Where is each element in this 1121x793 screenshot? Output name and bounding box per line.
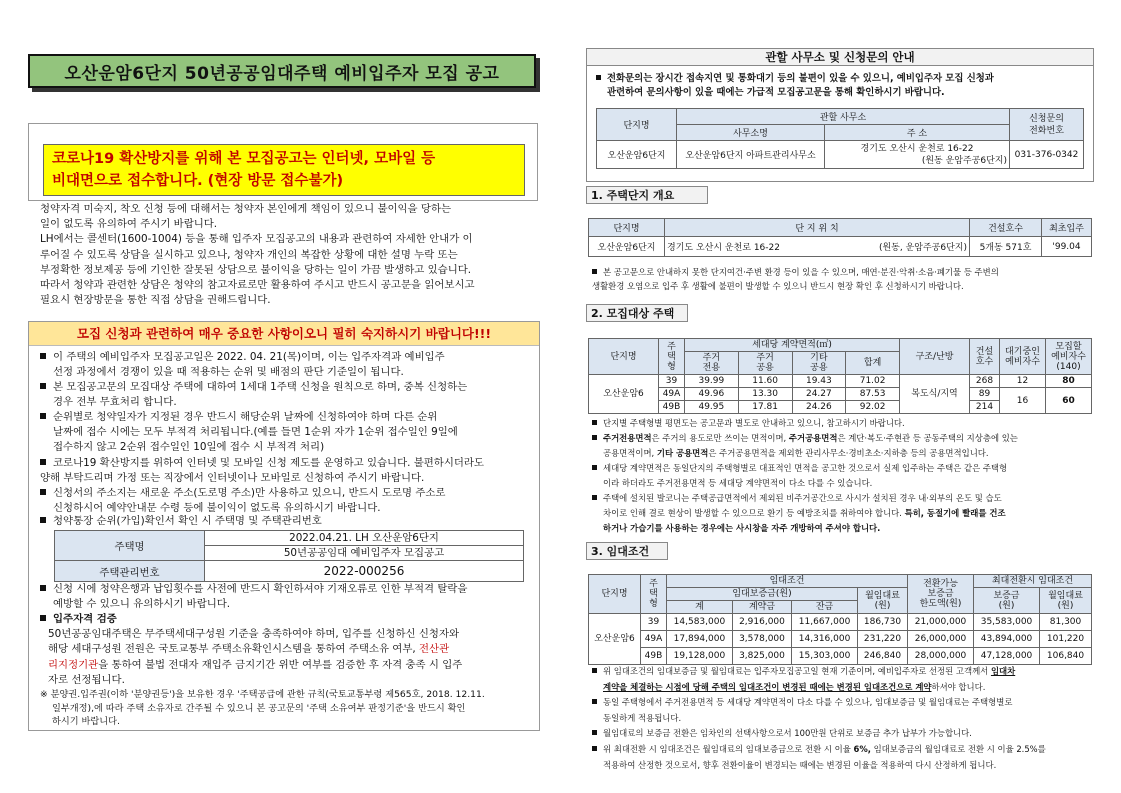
house-name-value: 2022.04.21. LH 오산운암6단지 [205, 531, 524, 546]
house-name-label: 주택명 [55, 531, 205, 561]
bullet-eligibility: 입주자격 검증 50년공공임대주택은 무주택세대구성원 기준을 충족하여야 하며, 입주를 신청하신 신청자와 해당 세대구성원 전원은 국토교통부 주택소유확인시스템을 통하여 주택소유 여부, 전산관 리지정기관을 통하여 불법 전대자 재입주 금지기간 위반 여부를 검증한 후 자격 충족 시 입주 자로 선정됩니다. [40, 612, 536, 688]
sec1-complex: 오산운암6단지 [589, 237, 665, 257]
sec2-th-private: 주거 전용 [685, 352, 739, 375]
office-phone-note: 전화문의는 장시간 접속지연 및 통화대기 등의 불편이 있을 수 있으니, 예비입주자 모집 신청과 관련하여 문의사항이 있을 때에는 가급적 모집공고문을 통해 확인하시기 바랍니다. [596, 72, 1088, 101]
sec1-th-location: 단 지 위 치 [665, 219, 970, 237]
sec3-th-max-dep: 보증금 (원) [974, 588, 1040, 614]
bullet-notice-date: 이 주택의 예비입주자 모집공고일은 2022. 04. 21(목)이며, 이는 입주자격과 예비입주 선정 과정에서 경쟁이 있을 때 적용하는 순위 및 배점의 판단 기준일이 됩니다. [40, 350, 536, 380]
bullet-bankbook: 청약통장 순위(가입)확인서 확인 시 주택명 및 주택관리번호 [40, 514, 536, 529]
sec2-th-waiting: 대기중인 예비자수 [1000, 339, 1046, 375]
section-2-title: 2. 모집대상 주택 [586, 304, 688, 322]
bullet-square-icon [592, 435, 597, 440]
bullet-square-icon [592, 668, 597, 673]
mgmt-number-value: 2022-000256 [205, 561, 524, 582]
sec2-th-other: 기타 공용 [792, 352, 846, 375]
office-th-office-name: 사무소명 [677, 125, 825, 141]
sec2-notes: 단지별 주택형별 평면도는 공고문과 별도로 안내하고 있으니, 참고하시기 바랍니다. 주거전용면적은 주거의 용도로만 쓰이는 면적이며, 주거공용면적은 계단·복도·주현관 등 공동주택의 지상층에 있는 공용면적이며, 기타 공용면적은 주거공용면적을 제외한 관리사무소·경비초소·지하층 등의 공용면적입니다. 세대당 계약면적은 동일단지의 주택형별로 대표적인 면적을 공고한 것으로서 실제 입주하는 주택은 같은 주택형 이라 하더라도 주거전용면적 등 세대당 계약면적이 다소 다를 수 있습니다. 주택에 설치된 발코니는 주택공급면적에서 제외된 비주거공간으로 사시가 설치된 경우 내·외부의 온도 및 습도 차이로 인해 결로 현상이 발생할 수 있으므로 환기 등 예방조치를 취하여야 합니다. 특히, 동절기에 빨래를 건조 하거나 가습기를 사용하는 경우에는 사시창을 자주 개방하여 주셔야 합니다. [592, 416, 1092, 536]
bullet-square-icon [592, 730, 597, 735]
sec3-th-deposit: 임대보증금(원) [667, 588, 858, 601]
sec1-note: 본 공고문으로 안내하지 못한 단지여건·주변 환경 등이 있을 수 있으며, 매연·분진·악취·소음·폐기물 등 주변의 생활환경 오염으로 입주 후 생활에 불편이 발생할 수 있으니 반드시 현장 확인 후 신청하시기 바랍니다. [592, 267, 999, 291]
office-th-complex: 단지명 [597, 109, 677, 141]
rent-condition-table [588, 574, 1092, 665]
office-th-office: 관할 사무소 [677, 109, 1010, 125]
office-th-address: 주 소 [825, 125, 1010, 141]
page-title: 오산운암6단지 50년공공임대주택 예비입주자 모집 공고 [28, 54, 536, 88]
complex-overview-table [588, 218, 1092, 257]
intro-line: 부정확한 정보제공 등에 기인한 잘못된 상담으로 불이익을 당하는 일이 가끔 발생하고 있습니다. [40, 263, 472, 276]
bullet-covid-online: 코로나19 확산방지를 위하여 인터넷 및 모바일 신청 제도를 운영하고 있습니다. 불편하시더라도 양해 부탁드리며 가정 또는 직장에서 인터넷이나 모바일로 신청하여 주시기 바랍니다. [40, 457, 484, 485]
sec3-th-contract: 계약금 [732, 601, 791, 614]
bullet-square-icon [40, 353, 46, 359]
sec2-th-complex: 단지명 [589, 339, 659, 375]
bullet-square-icon [40, 413, 46, 419]
bullet-square-icon [592, 465, 597, 470]
sec1-th-complex: 단지명 [589, 219, 665, 237]
office-th-phone: 신청문의 전화번호 [1010, 109, 1084, 141]
sec3-th-cond: 임대조건 [667, 575, 908, 588]
sec1-th-first: 최초입주 [1042, 219, 1092, 237]
important-header: 모집 신청과 관련하여 매우 중요한 사항이오니 필히 숙지하시기 바랍니다!!! [29, 322, 539, 346]
table-row: 오산운암6 39 39.99 11.60 19.43 71.02 복도식/지역 268 12 80 [589, 375, 1092, 388]
bullet-square-icon [592, 495, 597, 500]
bullet-square-icon [592, 699, 597, 704]
section-1-title: 1. 주택단지 개요 [586, 186, 708, 204]
sec3-th-convert: 전환가능 보증금 한도액(원) [908, 575, 974, 614]
office-phone: 031-376-0342 [1010, 141, 1084, 169]
sec2-th-recruit: 모집할 예비자수 (140) [1046, 339, 1092, 375]
house-info-table [54, 530, 524, 582]
bullet-one-house: 본 모집공고문의 모집대상 주택에 대하여 1세대 1주택 신청을 원칙으로 하며, 중복 신청하는 경우 전부 무효처리 합니다. [40, 380, 536, 410]
office-name: 오산운암6단지 아파트관리사무소 [677, 141, 825, 169]
sec2-th-total: 합계 [846, 352, 900, 375]
ownership-note: ※ 분양권.입주권(이하 '분양권등')을 보유한 경우 '주택공급에 관한 규칙(국토교통부령 제565호, 2018. 12.11. 일부개정),에 따라 주택 소유자로 간주될 수 있으니 본 공고문의 '주택 소유여부 판정기준'을 반드시 확인 하시기 바랍니다. [40, 689, 485, 727]
bullet-square-icon [40, 615, 46, 621]
office-header: 관할 사무소 및 신청문의 안내 [586, 48, 1094, 66]
sec3-th-balance: 잔금 [792, 601, 858, 614]
sec2-th-built: 건설 호수 [970, 339, 1000, 375]
table-row: 49A 49.96 13.30 24.27 87.53 89 16 60 [589, 388, 1092, 401]
intro-line: 일이 없도록 유의하여 주시기 바랍니다. [40, 218, 218, 231]
intro-paragraph [40, 202, 536, 308]
sec3-th-sum: 계 [667, 601, 733, 614]
bullet-square-icon [40, 585, 46, 591]
sec3-th-max: 최대전환시 임대조건 [974, 575, 1092, 588]
bullet-square-icon [592, 746, 597, 751]
sec2-th-area: 세대당 계약면적(㎡) [685, 339, 900, 352]
sec3-th-type: 주 택 형 [641, 575, 667, 614]
intro-line: 루어질 수 있도록 상담을 실시하고 있으나, 청약자 개인의 복잡한 상황에 대한 설명 누락 또는 [40, 248, 458, 261]
sec3-th-max-mon: 월임대료 (원) [1040, 588, 1092, 614]
intro-line: LH에서는 콜센터(1600-1004) 등을 통해 입주자 모집공고의 내용과 관련하여 자세한 안내가 이 [40, 233, 473, 246]
intro-line: 필요시 현장방문을 통한 직접 상담을 권해드립니다. [40, 294, 271, 307]
table-row: 49B 19,128,000 3,825,000 15,303,000 246,840 28,000,000 47,128,000 106,840 [589, 648, 1092, 665]
bullet-square-icon [592, 420, 597, 425]
office-table [596, 108, 1084, 169]
bullet-square-icon [40, 459, 46, 465]
bullet-square-icon [596, 75, 601, 80]
sec1-first: '99.04 [1042, 237, 1092, 257]
section-3-title: 3. 임대조건 [586, 542, 668, 560]
table-row: 오산운암6 39 14,583,000 2,916,000 11,667,000 186,730 21,000,000 35,583,000 81,300 [589, 614, 1092, 631]
covid-line-1: 코로나19 확산방지를 위해 본 모집공고는 인터넷, 모바일 등 [52, 151, 436, 167]
mgmt-number-label: 주택관리번호 [55, 561, 205, 582]
sec3-complex: 오산운암6 [589, 614, 641, 665]
sec2-th-type: 주 택 형 [659, 339, 685, 375]
bullet-address: 신청서의 주소지는 새로운 주소(도로명 주소)만 사용하고 있으니, 반드시 도로명 주소로 신청하시어 예약안내문 수령 등에 불이익이 없도록 유의하시기 바랍니다. [40, 486, 536, 516]
bullet-bank-check: 신청 시에 청약은행과 납입횟수를 사전에 반드시 확인하셔야 기재오류로 인한 부적격 탈락을 예방할 수 있으니 유의하시기 바랍니다. [40, 582, 536, 612]
bullet-square-icon [40, 489, 46, 495]
intro-line: 청약자격 미숙지, 착오 신청 등에 대해서는 청약자 본인에게 책임이 있으니 불이익을 당하는 [40, 203, 452, 215]
sec1-units: 5개동 571호 [970, 237, 1042, 257]
covid-highlight [43, 144, 525, 196]
sec3-th-monthly: 월임대료 (원) [858, 588, 908, 614]
office-address: 경기도 오산시 운천로 16-22 (원동 운암주공6단지) [825, 141, 1010, 169]
sec2-struct: 복도식/지역 [900, 375, 970, 414]
sec2-th-common: 주거 공용 [738, 352, 792, 375]
recruit-house-table [588, 338, 1092, 414]
covid-notice [28, 123, 538, 201]
sec3-notes: 위 임대조건의 임대보증금 및 월임대료는 입주자모집공고일 현재 기준이며, 예비입주자로 선정된 고객께서 임대차 계약을 체결하는 시점에 당해 주택의 임대조건이 변경된 때에는 변경된 임대조건으로 계약하셔야 합니다. 동일 주택형에서 주거전용면적 등 세대당 계약면적이 다소 다를 수 있으나, 임대보증금 및 월임대료는 주택형별로 동일하게 적용됩니다. 월임대료의 보증금 전환은 임차인의 선택사항으로서 100만원 단위로 보증금 추가 납부가 가능합니다. 위 최대전환 시 임대조건은 월임대료의 임대보증금으로 전환 시 이율 6%, 임대보증금의 월임대료로 전환 시 이율 2.5%를 적용하여 산정한 것으로서, 향후 전환이율이 변경되는 때에는 변경된 이율을 적용하여 다시 산정하게 됩니다. [592, 664, 1092, 773]
table-row: 49B 49.95 17.81 24.26 92.02 214 [589, 401, 1092, 414]
sec1-th-units: 건설호수 [970, 219, 1042, 237]
office-complex: 오산운암6단지 [597, 141, 677, 169]
covid-line-2: 비대면으로 접수합니다. (현장 방문 접수불가) [52, 173, 344, 189]
sec1-location: 경기도 오산시 운천로 16-22 (원동, 운암주공6단지) [665, 237, 970, 257]
sec3-th-complex: 단지명 [589, 575, 641, 614]
bullet-square-icon [592, 269, 597, 274]
bullet-square-icon [40, 383, 46, 389]
intro-line: 따라서 청약과 관련한 상담은 청약의 참고자료로만 활용하여 주시고 반드시 공고문을 읽어보시고 [40, 279, 475, 292]
sec2-th-struct: 구조/난방 [900, 339, 970, 375]
bullet-rank-date: 순위별로 청약일자가 지정된 경우 반드시 해당순위 날짜에 신청하여야 하며 다른 순위 날짜에 접수 시에는 모두 부적격 처리됩니다.(예를 들면 1순위 자가 1순위 접수일인 9일에 접수하지 않고 2순위 접수일인 10일에 접수 시 부적격 처리) [40, 410, 536, 456]
table-row: 49A 17,894,000 3,578,000 14,316,000 231,220 26,000,000 43,894,000 101,220 [589, 631, 1092, 648]
bullet-square-icon [40, 517, 46, 523]
sec2-complex: 오산운암6 [589, 375, 659, 414]
house-name-value: 50년공공임대 예비입주자 모집공고 [205, 546, 524, 561]
